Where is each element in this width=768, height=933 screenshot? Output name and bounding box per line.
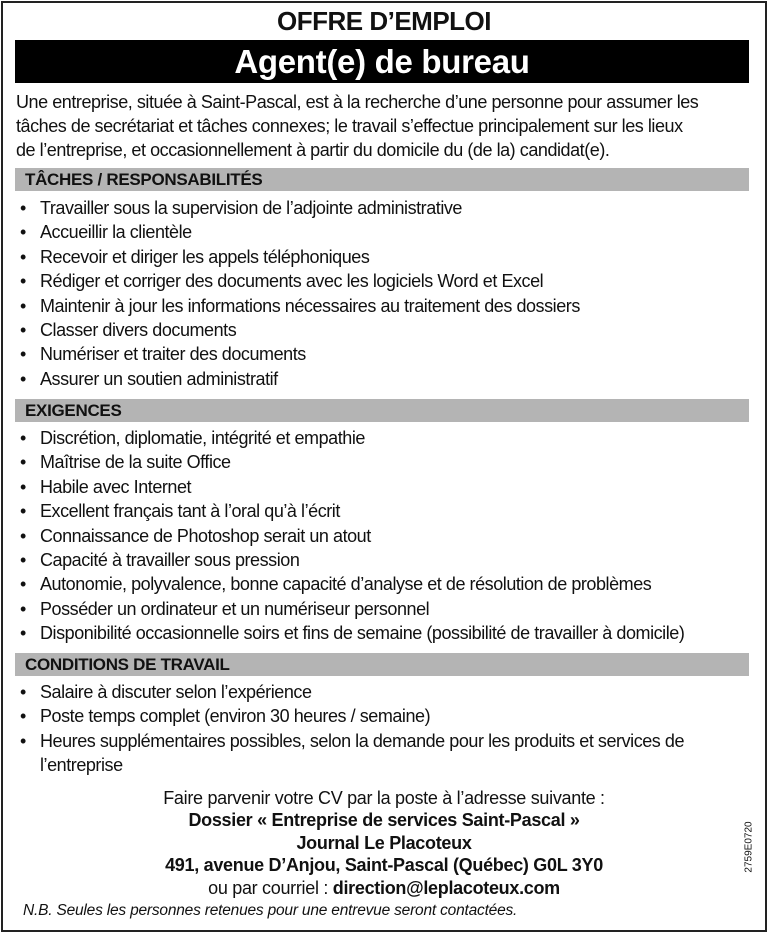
list-item bbox=[16, 704, 751, 728]
list-item-text: Salaire à discuter selon l’expérience bbox=[40, 682, 312, 702]
bullet-icon: • bbox=[20, 730, 26, 751]
list-item bbox=[16, 499, 751, 523]
instructions-line: Faire parvenir votre CV par la poste à l’adresse suivante : bbox=[163, 788, 605, 808]
list-item bbox=[16, 524, 751, 548]
list-item-text: Rédiger et corriger des documents avec les logiciels Word et Excel bbox=[40, 271, 544, 292]
intro-line: de l’entreprise, et occasionnellement à partir du domicile du (de la) candidat(e). bbox=[16, 140, 610, 160]
list-item bbox=[16, 450, 751, 474]
bullet-icon: • bbox=[20, 222, 26, 243]
list-item bbox=[16, 342, 751, 366]
intro-paragraph bbox=[16, 90, 756, 162]
ad-code: 2759E0720 bbox=[743, 821, 755, 873]
intro-line: tâches de secrétariat et tâches connexes; le travail s’effectue principalement sur les lieux bbox=[16, 116, 683, 136]
journal-name: Journal Le Placoteux bbox=[296, 832, 472, 853]
bullet-icon: • bbox=[20, 525, 26, 546]
list-item bbox=[16, 367, 751, 391]
application-instructions bbox=[0, 787, 768, 899]
bullet-icon: • bbox=[20, 295, 26, 316]
list-item bbox=[16, 729, 751, 778]
list-item-text: Recevoir et diriger les appels téléphoniques bbox=[40, 246, 370, 267]
bullet-icon: • bbox=[20, 428, 26, 448]
footnote: N.B. Seules les personnes retenues pour une entrevue seront contactées. bbox=[23, 902, 518, 919]
email-link[interactable]: direction@leplacoteux.com bbox=[332, 877, 560, 898]
bullet-icon: • bbox=[20, 271, 26, 292]
list-item bbox=[16, 548, 751, 572]
bullet-icon: • bbox=[20, 598, 26, 619]
intro-line: Une entreprise, située à Saint-Pascal, est à la recherche d’une personne pour assumer les bbox=[16, 92, 699, 112]
list-item-text: Heures supplémentaires possibles, selon la demande pour les produits et services de l’entreprise bbox=[40, 730, 685, 776]
list-item bbox=[16, 572, 751, 596]
list-item-text: Habile avec Internet bbox=[40, 476, 192, 497]
list-item-text: Excellent français tant à l’oral qu’à l’écrit bbox=[40, 501, 340, 522]
list-item-text: Assurer un soutien administratif bbox=[40, 368, 278, 389]
section-header-taches: TÂCHES / RESPONSABILITÉS bbox=[15, 168, 749, 191]
list-item-text: Maintenir à jour les informations nécessaires au traitement des dossiers bbox=[40, 295, 580, 316]
email-prefix: ou par courriel : bbox=[208, 877, 333, 898]
bullet-icon: • bbox=[20, 574, 26, 595]
job-title: Agent(e) de bureau bbox=[15, 40, 749, 83]
conditions-list bbox=[16, 680, 751, 778]
bullet-icon: • bbox=[20, 368, 26, 389]
section-header-conditions: CONDITIONS DE TRAVAIL bbox=[15, 653, 749, 676]
list-item-text: Travailler sous la supervision de l’adjointe administrative bbox=[40, 198, 462, 218]
list-item-text: Numériser et traiter des documents bbox=[40, 344, 306, 365]
bullet-icon: • bbox=[20, 476, 26, 497]
list-item bbox=[16, 220, 751, 244]
list-item-text: Poste temps complet (environ 30 heures / semaine) bbox=[40, 706, 431, 727]
list-item-text: Autonomie, polyvalence, bonne capacité d’analyse et de résolution de problèmes bbox=[40, 574, 652, 595]
ad-kicker: OFFRE D’EMPLOI bbox=[277, 6, 491, 36]
bullet-icon: • bbox=[20, 246, 26, 267]
list-item bbox=[16, 597, 751, 621]
postal-address: 491, avenue D’Anjou, Saint-Pascal (Québec) G0L 3Y0 bbox=[165, 855, 603, 876]
section-header-exigences: EXIGENCES bbox=[15, 399, 749, 422]
list-item-text: Classer divers documents bbox=[40, 320, 237, 341]
exigences-list bbox=[16, 426, 751, 646]
list-item-text: Capacité à travailler sous pression bbox=[40, 550, 300, 571]
list-item bbox=[16, 621, 751, 645]
list-item bbox=[16, 294, 751, 318]
bullet-icon: • bbox=[20, 501, 26, 522]
list-item-text: Accueillir la clientèle bbox=[40, 222, 192, 243]
list-item-text: Disponibilité occasionnelle soirs et fins de semaine (possibilité de travailler à domicile) bbox=[40, 623, 685, 644]
list-item-text: Connaissance de Photoshop serait un atout bbox=[40, 525, 371, 546]
bullet-icon: • bbox=[20, 623, 26, 644]
bullet-icon: • bbox=[20, 706, 26, 727]
list-item-text: Discrétion, diplomatie, intégrité et empathie bbox=[40, 428, 365, 448]
bullet-icon: • bbox=[20, 198, 26, 218]
list-item-text: Maîtrise de la suite Office bbox=[40, 452, 231, 473]
bullet-icon: • bbox=[20, 320, 26, 341]
list-item bbox=[16, 269, 751, 293]
list-item-text: Posséder un ordinateur et un numériseur personnel bbox=[40, 598, 430, 619]
list-item bbox=[16, 318, 751, 342]
dossier-name: Dossier « Entreprise de services Saint-Pascal » bbox=[188, 810, 580, 831]
bullet-icon: • bbox=[20, 452, 26, 473]
list-item bbox=[16, 680, 751, 704]
bullet-icon: • bbox=[20, 682, 26, 702]
list-item bbox=[16, 475, 751, 499]
bullet-icon: • bbox=[20, 344, 26, 365]
bullet-icon: • bbox=[20, 550, 26, 571]
list-item bbox=[16, 196, 751, 220]
taches-list bbox=[16, 196, 751, 391]
list-item bbox=[16, 426, 751, 450]
list-item bbox=[16, 245, 751, 269]
